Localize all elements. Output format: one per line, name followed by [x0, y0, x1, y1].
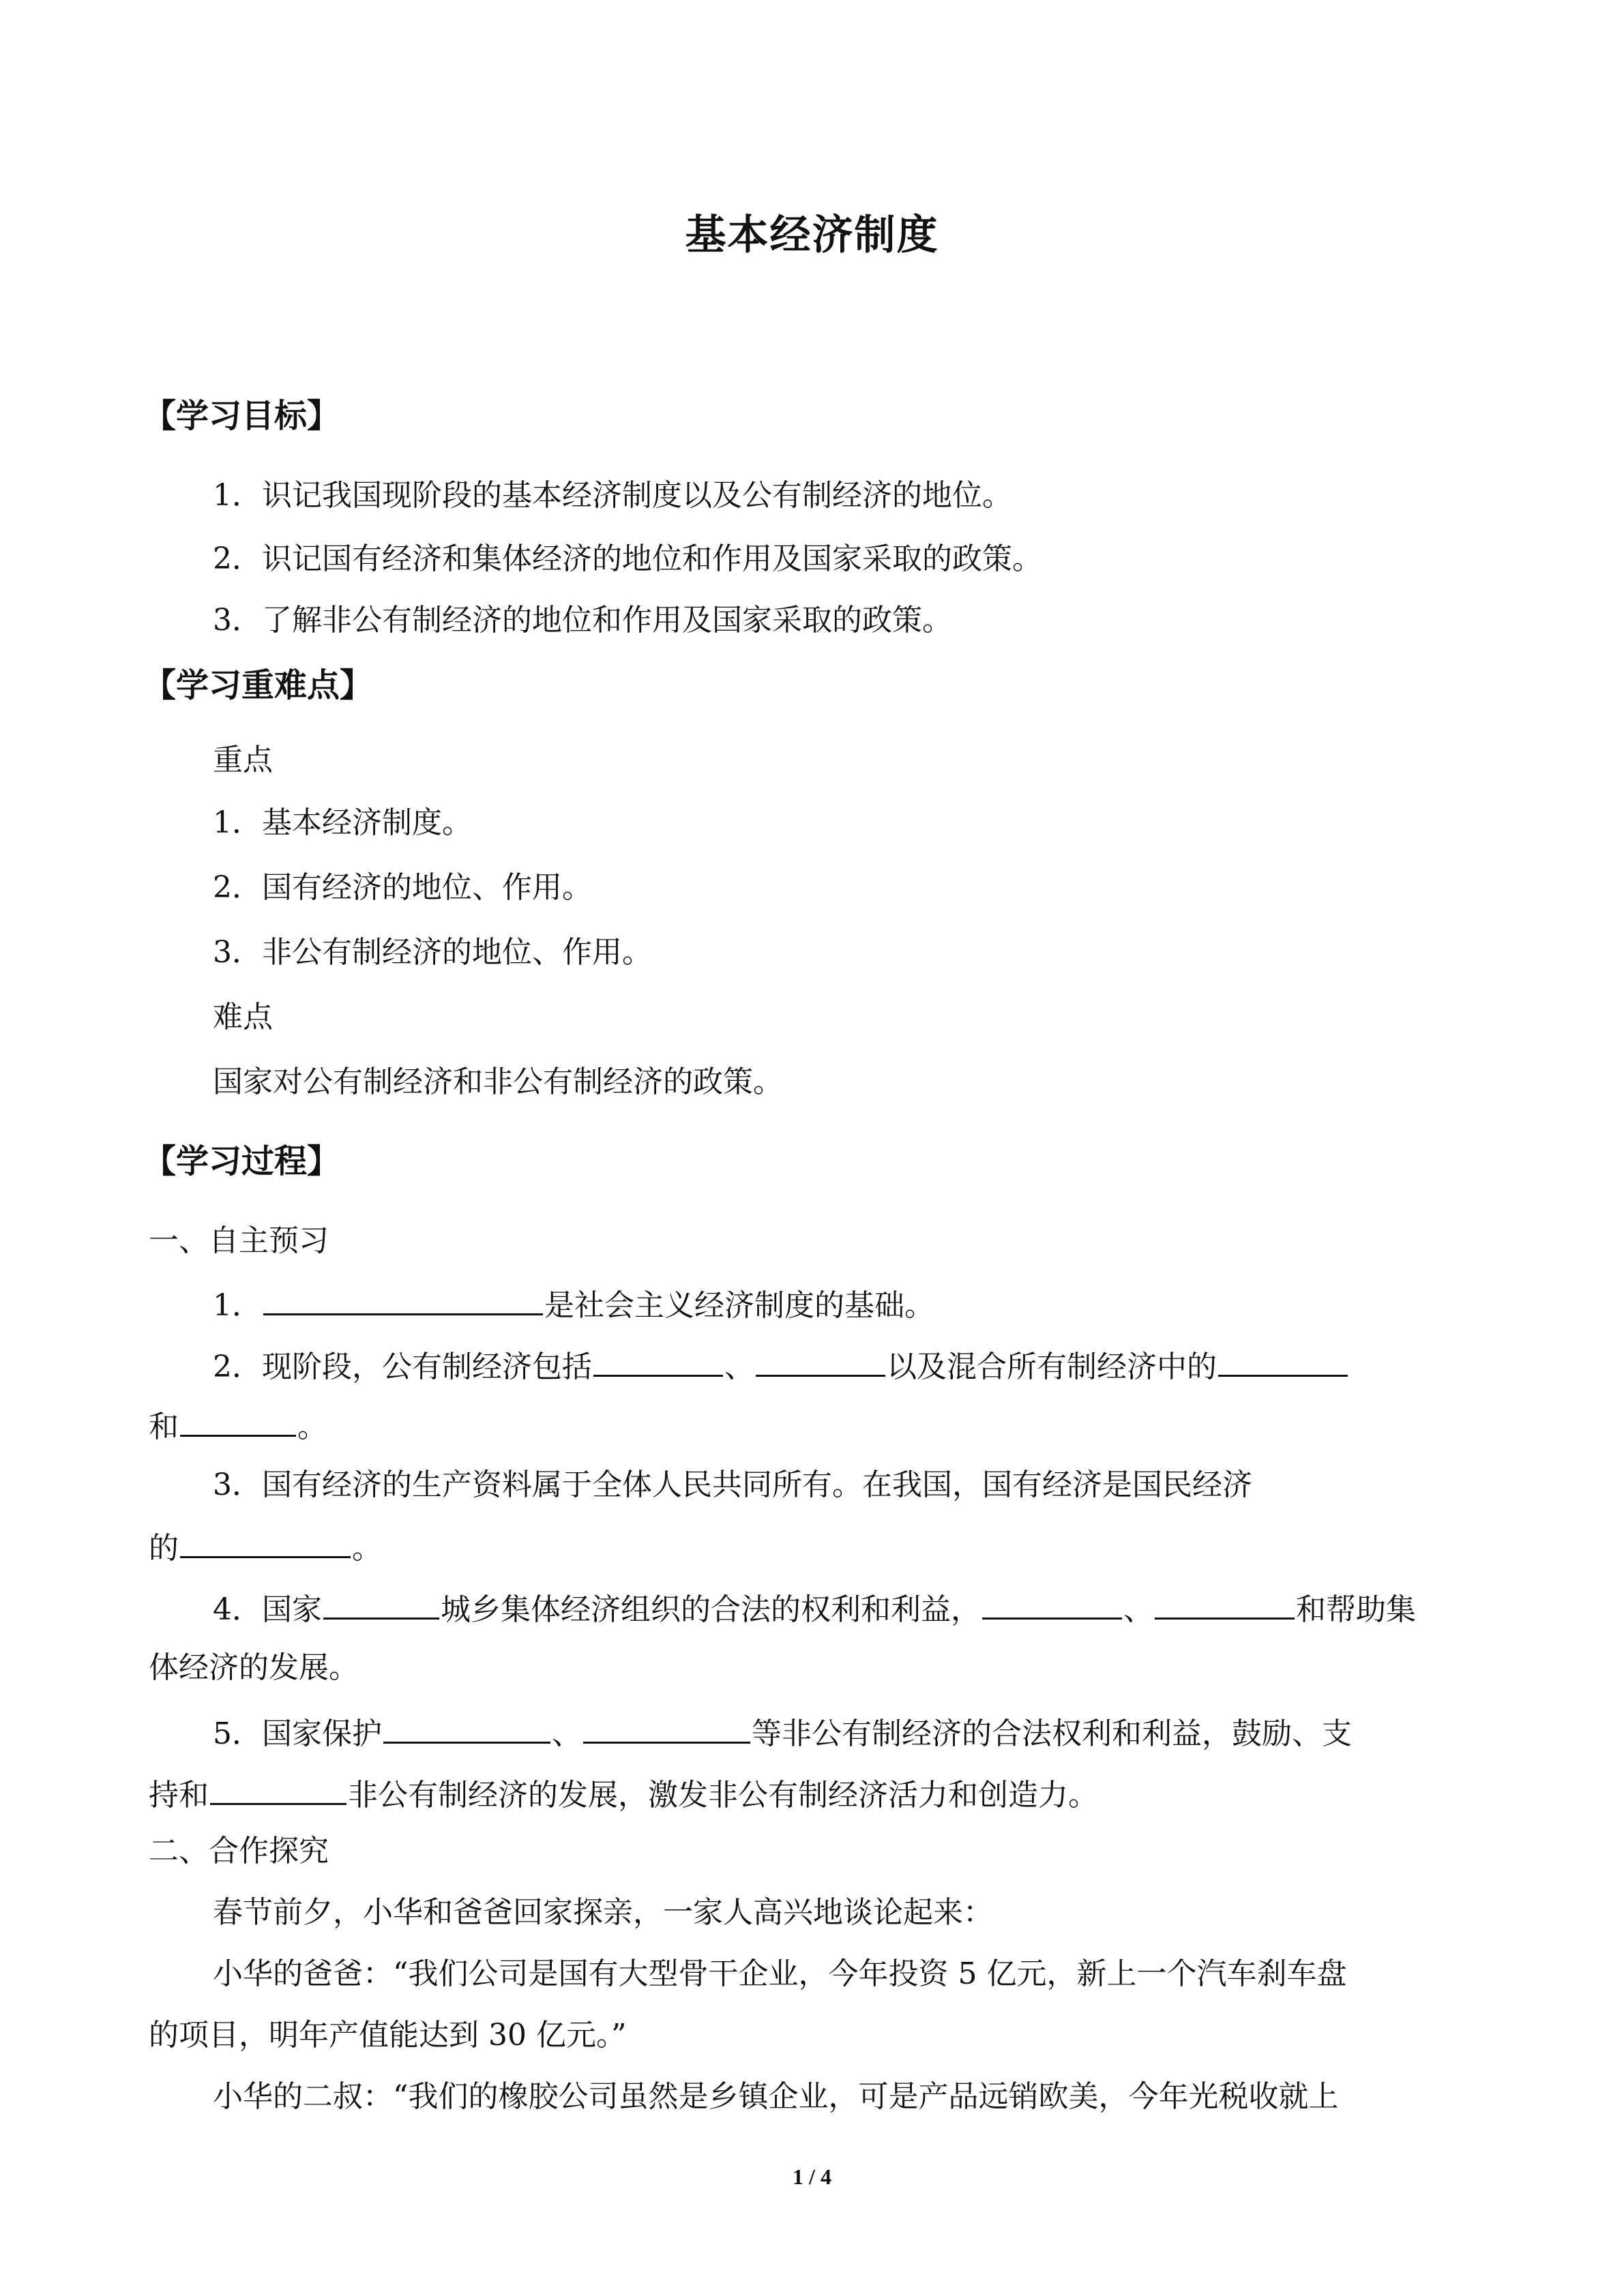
q4-mid: 城乡集体经济组织的合法的权利和利益， [441, 1592, 981, 1627]
part2-label: 二、合作探究 [149, 1834, 329, 1868]
question-2-line-2 [149, 1403, 327, 1448]
q3-line2-lead: 的 [149, 1531, 179, 1566]
q5-lead: 5．国家保护 [213, 1716, 382, 1751]
heading-goals: 【学习目标】 [143, 397, 340, 435]
part1-label: 一、自主预习 [149, 1223, 329, 1258]
q2-separator: 、 [724, 1350, 754, 1384]
q5-blank-3[interactable] [210, 1772, 346, 1805]
q1-text: 是社会主义经济制度的基础。 [544, 1288, 934, 1323]
q3-end: 。 [352, 1531, 382, 1566]
q1-number: 1． [213, 1288, 262, 1323]
key-item-2: 2．国有经济的地位、作用。 [213, 870, 592, 905]
question-3-line-1: 3．国有经济的生产资料属于全体人民共同所有。在我国，国有经济是国民经济 [213, 1467, 1252, 1502]
q2-blank-2[interactable] [756, 1343, 885, 1377]
q4-separator: 、 [1123, 1592, 1153, 1627]
q5-line2-tail: 非公有制经济的发展，激发非公有制经济活力和创造力。 [348, 1778, 1098, 1813]
heading-key-points: 【学习重难点】 [143, 666, 373, 704]
story-dad-line-1: 小华的爸爸：“我们公司是国有大型骨干企业，今年投资 5 亿元，新上一个汽车刹车盘 [213, 1956, 1347, 1991]
question-5-line-2 [149, 1772, 1098, 1816]
heading-process: 【学习过程】 [143, 1142, 340, 1180]
q5-blank-1[interactable] [383, 1710, 550, 1744]
question-3-line-2 [149, 1525, 382, 1569]
question-1 [213, 1282, 934, 1326]
story-intro: 春节前夕，小华和爸爸回家探亲，一家人高兴地谈论起来： [213, 1895, 993, 1930]
q4-blank-2[interactable] [982, 1586, 1122, 1620]
q2-blank-4[interactable] [180, 1403, 296, 1437]
q5-line2-lead: 持和 [149, 1778, 209, 1813]
question-4-line-1 [213, 1586, 1416, 1630]
q4-blank-1[interactable] [323, 1586, 439, 1620]
story-uncle-line-1: 小华的二叔：“我们的橡胶公司虽然是乡镇企业，可是产品远销欧美，今年光税收就上 [213, 2079, 1339, 2114]
q4-tail: 和帮助集 [1296, 1592, 1416, 1627]
goal-item-1: 1．识记我国现阶段的基本经济制度以及公有制经济的地位。 [213, 478, 1012, 513]
page-number: 1 / 4 [793, 2164, 831, 2189]
difficult-label: 难点 [213, 1000, 273, 1034]
q2-blank-1[interactable] [593, 1343, 723, 1377]
q2-mid: 以及混合所有制经济中的 [887, 1350, 1217, 1384]
q5-tail: 等非公有制经济的合法权利和利益，鼓励、支 [752, 1716, 1352, 1751]
goal-item-2: 2．识记国有经济和集体经济的地位和作用及国家采取的政策。 [213, 541, 1042, 576]
question-2-line-1 [213, 1343, 1349, 1388]
question-5-line-1 [213, 1710, 1352, 1755]
goal-item-3: 3．了解非公有制经济的地位和作用及国家采取的政策。 [213, 603, 952, 638]
q3-blank[interactable] [180, 1525, 351, 1558]
page-title: 基本经济制度 [685, 211, 939, 259]
key-item-1: 1．基本经济制度。 [213, 805, 472, 840]
q2-blank-3[interactable] [1218, 1343, 1348, 1377]
key-label: 重点 [213, 743, 273, 777]
q5-separator: 、 [552, 1716, 582, 1751]
q4-lead: 4．国家 [213, 1592, 322, 1627]
question-4-line-2: 体经济的发展。 [149, 1650, 359, 1685]
q2-end: 。 [297, 1410, 327, 1444]
q1-blank[interactable] [263, 1282, 543, 1315]
key-item-3: 3．非公有制经济的地位、作用。 [213, 935, 652, 970]
q2-line2-lead: 和 [149, 1410, 179, 1444]
difficult-text: 国家对公有制经济和非公有制经济的政策。 [213, 1064, 783, 1099]
q4-blank-3[interactable] [1155, 1586, 1295, 1620]
q2-lead: 2．现阶段，公有制经济包括 [213, 1350, 592, 1384]
q5-blank-2[interactable] [583, 1710, 750, 1744]
story-dad-line-2: 的项目，明年产值能达到 30 亿元。” [149, 2018, 627, 2053]
